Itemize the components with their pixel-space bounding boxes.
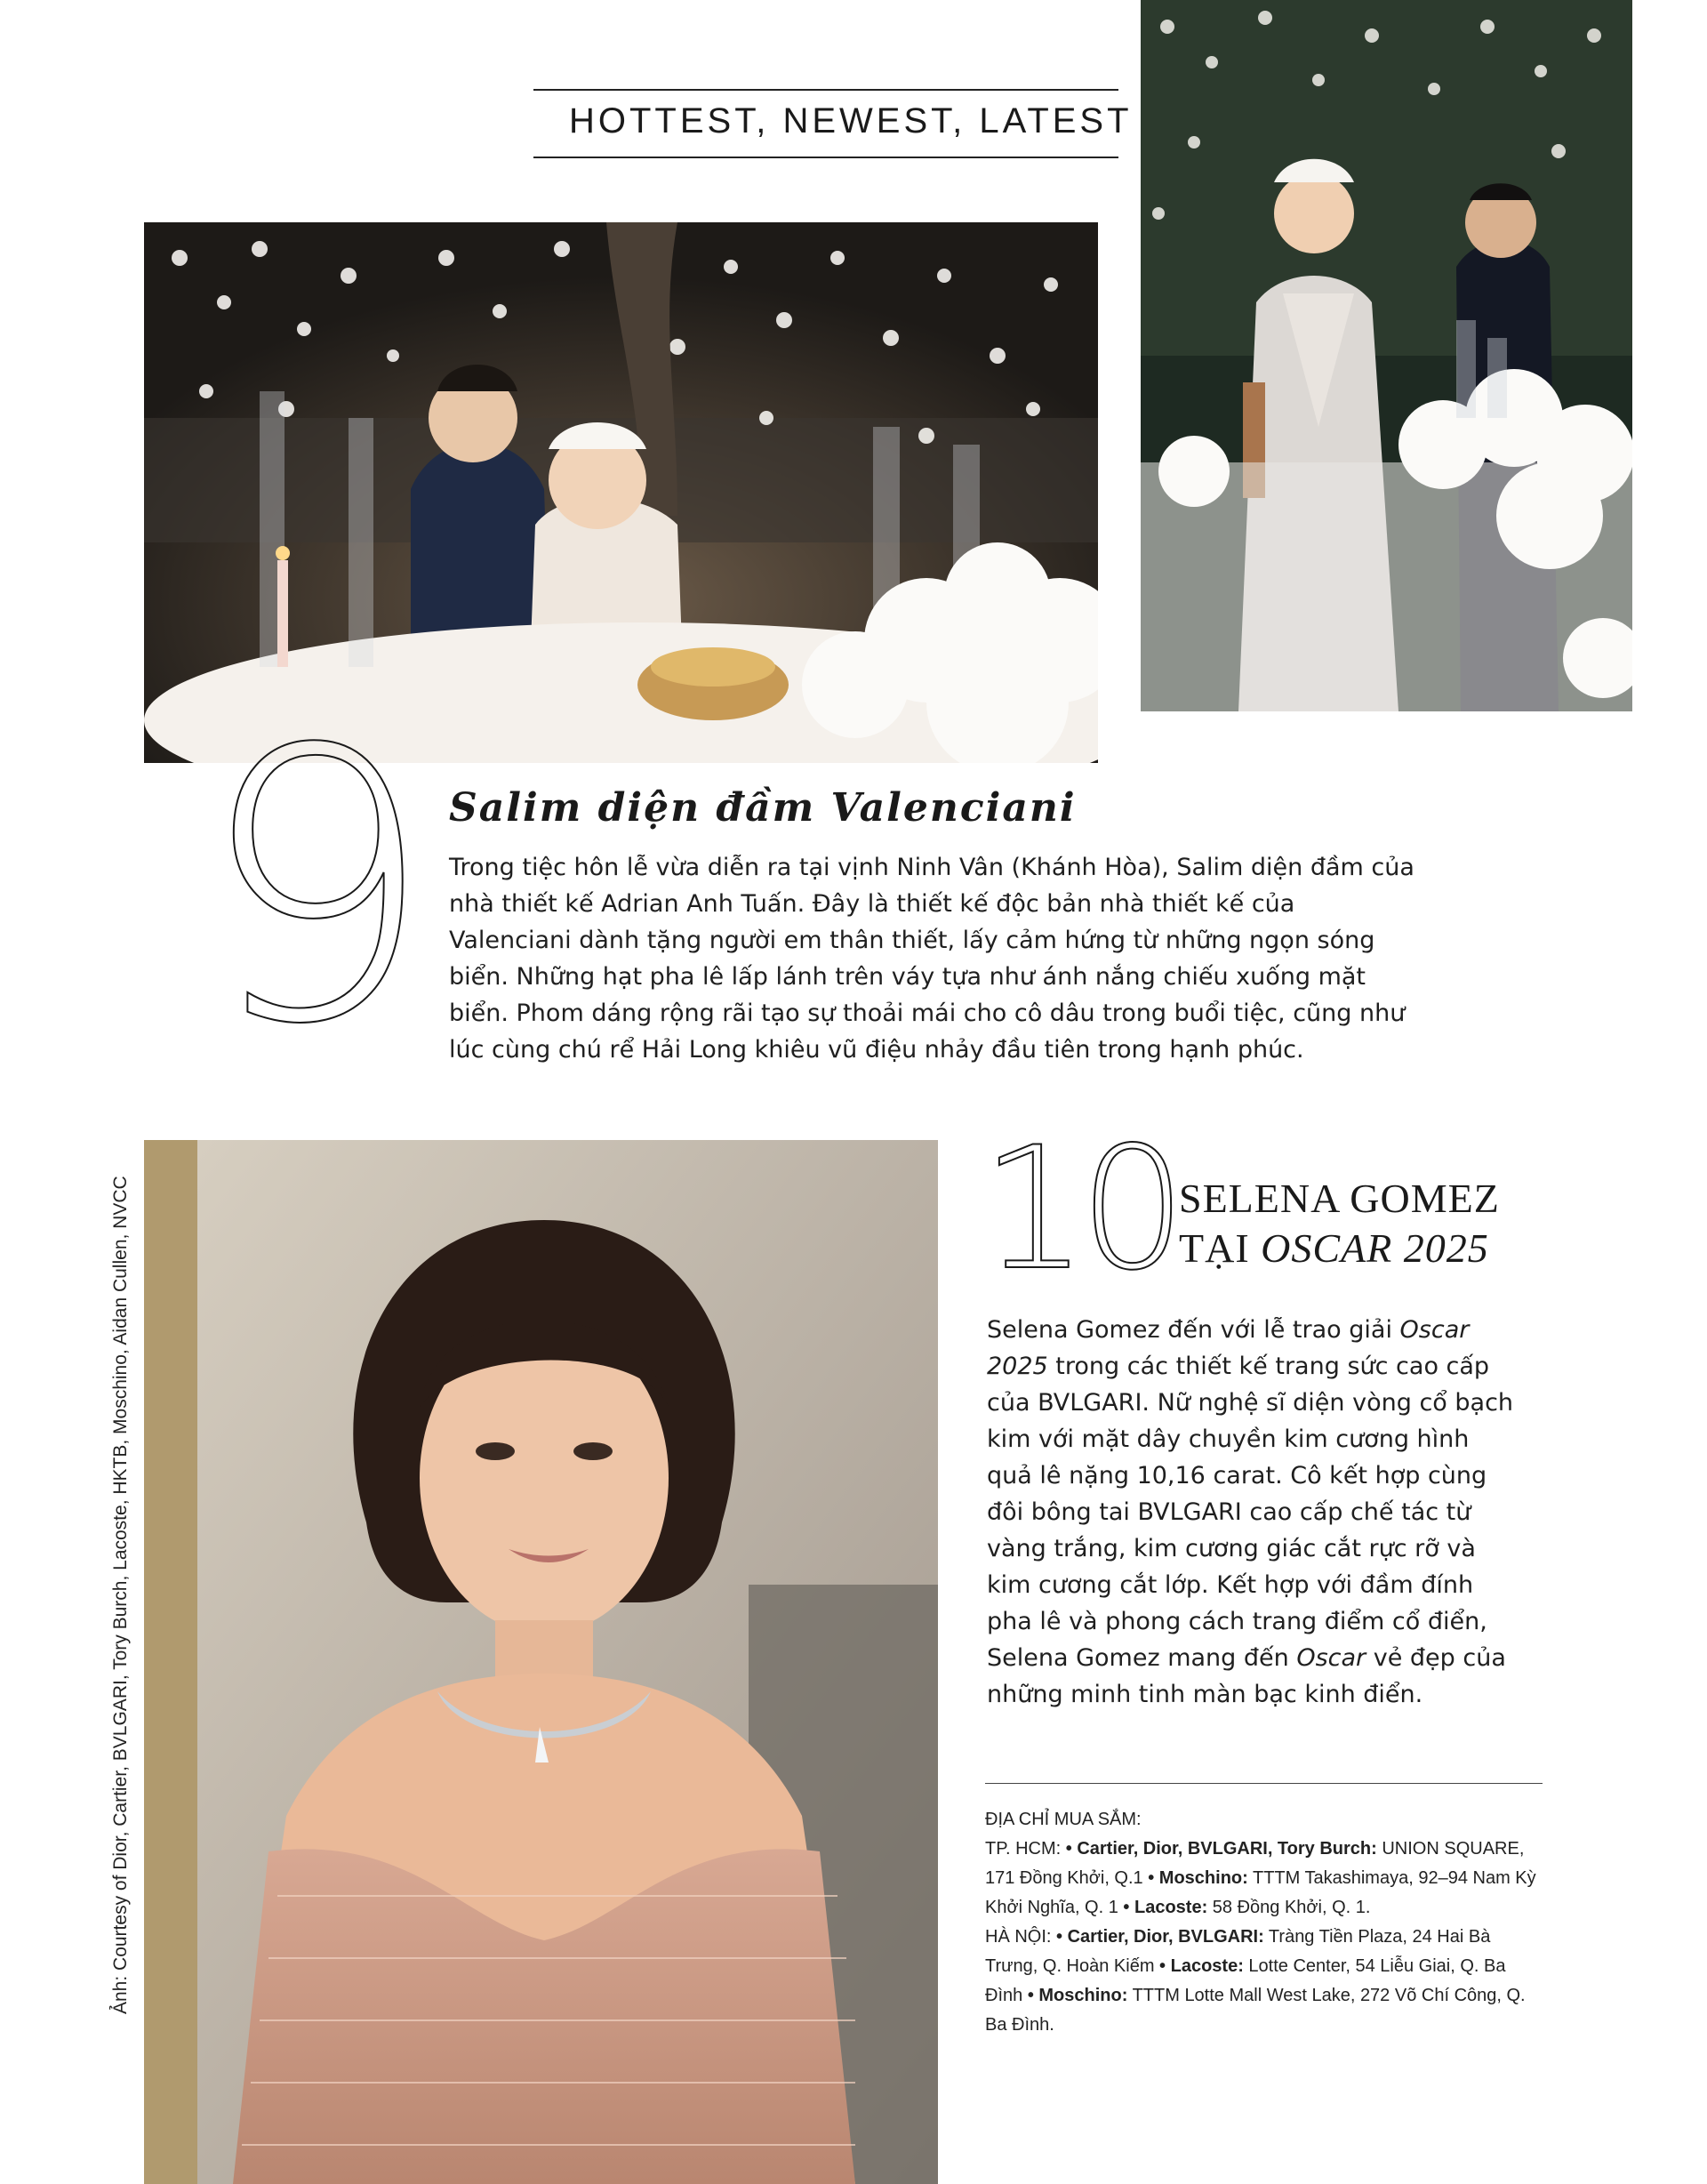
- article10-headline-line1: SELENA GOMEZ: [1179, 1176, 1500, 1221]
- article9-headline: Salim diện đầm Valenciani: [449, 785, 1077, 831]
- article9-body: Trong tiệc hôn lễ vừa diễn ra tại vịnh Ninh Vân (Khánh Hòa), Salim diện đầm của nhà thiết kế Adrian Anh Tuấn. Đây là thiết kế độc bản nhà thiết kế của Valenciani dành tặng người em thân thiết, lấy cảm hứng từ những ngọn sóng biển. Những hạt pha lê lấp lánh trên váy tựa như ánh nắng chiếu xuống mặt biển. Phom dáng rộng rãi tạo sự thoải mái cho cô dâu trong buổi tiệc, cũng như lúc cùng chú rể Hải Long khiêu vũ điệu nhảy đầu tiên trong hạnh phúc.: [449, 854, 1414, 1064]
- article10-headline-event: OSCAR 2025: [1261, 1225, 1489, 1271]
- header-rule-bottom: [533, 157, 1118, 158]
- shopping-title: ĐỊA CHỈ MUA SẮM:: [985, 1810, 1142, 1829]
- shopping-hcm: TP. HCM: • Cartier, Dior, BVLGARI, Tory Burch: UNION SQUARE, 171 Đồng Khởi, Q.1 • Moschino: TTTM Takashimaya, 92–94 Nam Kỳ Khởi Nghĩa, Q. 1 • Lacoste: 58 Đồng Khởi, Q. 1.: [985, 1839, 1536, 1917]
- header-rule-top: [533, 89, 1118, 91]
- section-title: HOTTEST, NEWEST, LATEST: [569, 101, 1133, 141]
- photo-bride-standing: [1141, 0, 1632, 711]
- article10-headline-prefix: TẠI: [1179, 1225, 1250, 1271]
- article10-headline: [1179, 1174, 1500, 1273]
- shopping-addresses: [985, 1805, 1541, 2040]
- article10-number: 10: [981, 1111, 1178, 1307]
- photo-selena-gomez: [144, 1140, 938, 2184]
- article10-headline-line2: [1179, 1224, 1500, 1273]
- article10-body: Selena Gomez đến với lễ trao giải Oscar 2025 trong các thiết kế trang sức cao cấp của BVLGARI. Nữ nghệ sĩ diện vòng cổ bạch kim với mặt dây chuyền kim cương hình quả lê nặng 10,16 carat. Cô kết hợp cùng đôi bông tai BVLGARI cao cấp chế tác từ vàng trắng, kim cương giác cắt rực rỡ và kim cương cắt lớp. Kết hợp với đầm đính pha lê và phong cách trang điểm cổ điển, Selena Gomez mang đến Oscar vẻ đẹp của những minh tinh màn bạc kinh điển.: [987, 1316, 1514, 1708]
- shopping-rule: [985, 1783, 1543, 1784]
- shopping-hanoi: HÀ NỘI: • Cartier, Dior, BVLGARI: Tràng Tiền Plaza, 24 Hai Bà Trưng, Q. Hoàn Kiếm • Lacoste: Lotte Center, 54 Liễu Giai, Q. Ba Đình • Moschino: TTTM Lotte Mall West Lake, 272 Võ Chí Công, Q. Ba Đình.: [985, 1927, 1526, 2035]
- photo-credit: Ảnh: Courtesy of Dior, Cartier, BVLGARI, Tory Burch, Lacoste, HKTB, Moschino, Aidan Cullen, NVCC: [110, 1176, 131, 2014]
- article9-number: 9: [197, 671, 436, 1106]
